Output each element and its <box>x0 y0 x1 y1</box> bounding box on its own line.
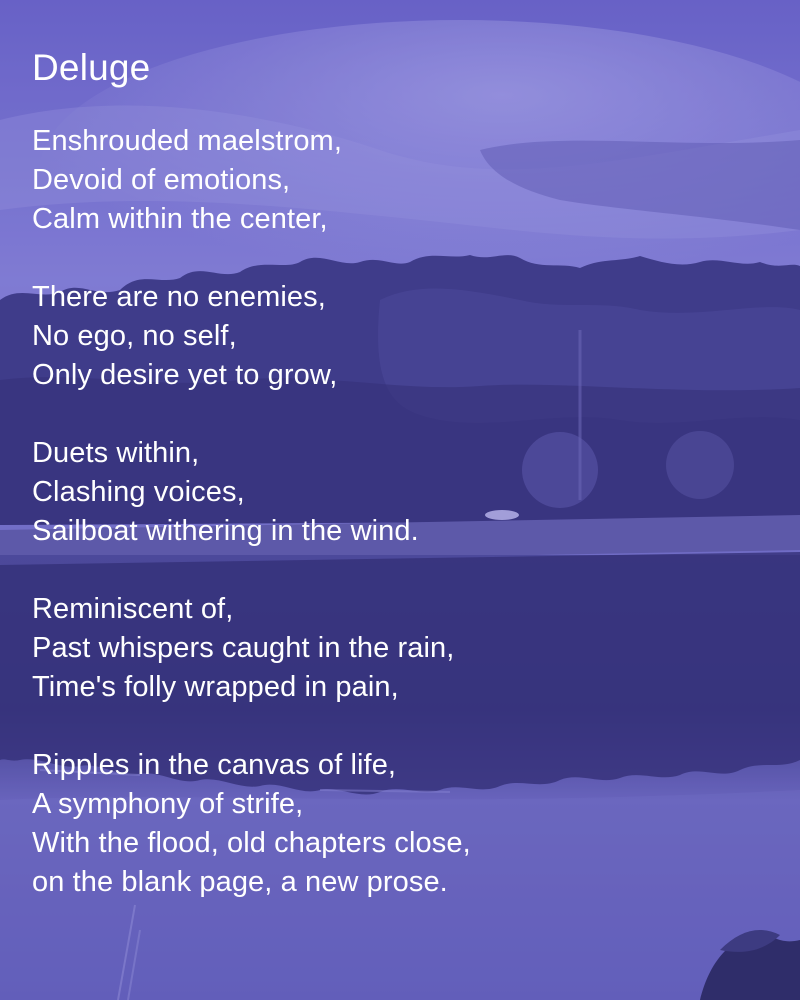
poem-line: Devoid of emotions, <box>32 164 291 196</box>
poem-title: Deluge <box>32 47 151 88</box>
poem-line: Clashing voices, <box>32 476 245 508</box>
stanza-3 <box>32 434 772 551</box>
poem-line: Duets within, <box>32 437 200 469</box>
poem-line: Time's folly wrapped in pain, <box>32 671 399 703</box>
poem-line: Enshrouded maelstrom, <box>32 125 342 157</box>
poem-line: Calm within the center, <box>32 203 328 235</box>
poem-line: A symphony of strife, <box>32 788 304 820</box>
stanza-4 <box>32 590 772 707</box>
stanza-1 <box>32 122 772 239</box>
poem-line: Sailboat withering in the wind. <box>32 515 419 547</box>
poem-line: Ripples in the canvas of life, <box>32 749 397 781</box>
poem-line: Only desire yet to grow, <box>32 359 338 391</box>
poem-line: Past whispers caught in the rain, <box>32 632 455 664</box>
stanza-2 <box>32 278 772 395</box>
poem-line: on the blank page, a new prose. <box>32 866 448 898</box>
poem-line: There are no enemies, <box>32 281 326 313</box>
poem <box>32 44 772 941</box>
stanza-5 <box>32 746 772 902</box>
poem-line: Reminiscent of, <box>32 593 234 625</box>
poem-line: With the flood, old chapters close, <box>32 827 471 859</box>
poem-line: No ego, no self, <box>32 320 237 352</box>
